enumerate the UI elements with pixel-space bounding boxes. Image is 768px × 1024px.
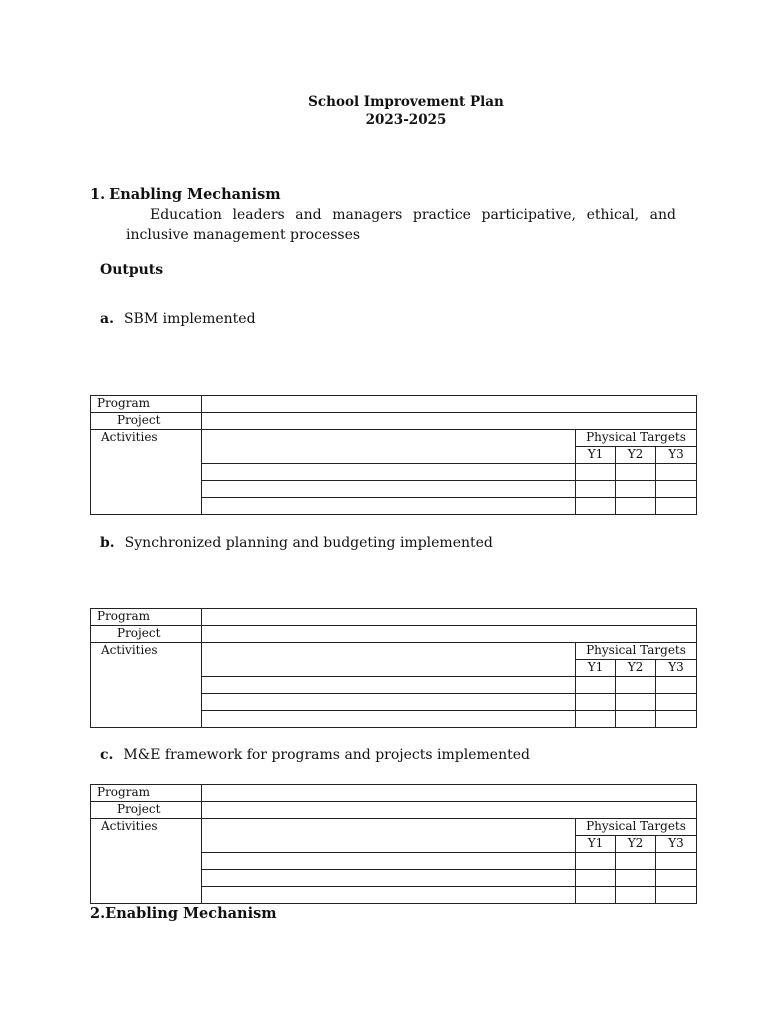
section-1-number: 1. [90,186,106,203]
year-3-header: Y3 [656,447,697,464]
project-field[interactable] [202,413,697,430]
output-text: SBM implemented [123,311,256,327]
y1-cell[interactable] [576,694,616,711]
y1-cell[interactable] [576,498,616,515]
year-1-header: Y1 [576,447,616,464]
y2-cell[interactable] [616,464,656,481]
y2-cell[interactable] [616,498,656,515]
project-label: Project [91,626,202,643]
year-1-header: Y1 [576,660,616,677]
output-letter: b. [100,535,115,551]
y3-cell[interactable] [656,498,697,515]
program-field[interactable] [202,396,697,413]
y3-cell[interactable] [656,887,697,904]
y3-cell[interactable] [656,677,697,694]
activity-cell[interactable] [202,887,576,904]
activity-cell[interactable] [202,498,576,515]
activity-cell[interactable] [202,853,576,870]
activities-label: Activities [91,430,202,515]
year-1-header: Y1 [576,836,616,853]
y1-cell[interactable] [576,853,616,870]
program-label: Program [91,396,202,413]
activity-cell[interactable] [202,464,576,481]
output-a [100,311,256,327]
section-1-heading [90,186,281,203]
y1-cell[interactable] [576,481,616,498]
y2-cell[interactable] [616,853,656,870]
activity-cell[interactable] [202,481,576,498]
y1-cell[interactable] [576,870,616,887]
physical-targets-header: Physical Targets [576,643,697,660]
activity-header-cell [202,643,576,677]
activity-cell[interactable] [202,694,576,711]
physical-targets-header: Physical Targets [576,430,697,447]
y1-cell[interactable] [576,711,616,728]
program-field[interactable] [202,785,697,802]
y2-cell[interactable] [616,677,656,694]
output-letter: c. [100,747,114,763]
project-field[interactable] [202,802,697,819]
y2-cell[interactable] [616,887,656,904]
year-3-header: Y3 [656,660,697,677]
section-1-description: Education leaders and managers practice participative, ethical, and inclusive management processes [126,207,676,243]
activity-cell[interactable] [202,677,576,694]
project-label: Project [91,413,202,430]
project-label: Project [91,802,202,819]
activity-cell[interactable] [202,870,576,887]
project-field[interactable] [202,626,697,643]
y1-cell[interactable] [576,677,616,694]
y3-cell[interactable] [656,853,697,870]
year-2-header: Y2 [616,836,656,853]
physical-targets-header: Physical Targets [576,819,697,836]
y2-cell[interactable] [616,481,656,498]
output-text: M&E framework for programs and projects implemented [123,747,530,763]
ppa-table-a [90,395,697,515]
output-c [100,747,530,763]
y3-cell[interactable] [656,870,697,887]
section-2-heading: 2.Enabling Mechanism [90,905,277,922]
y3-cell[interactable] [656,694,697,711]
year-3-header: Y3 [656,836,697,853]
y3-cell[interactable] [656,481,697,498]
activity-cell[interactable] [202,711,576,728]
document-title: School Improvement Plan [308,94,504,110]
y3-cell[interactable] [656,464,697,481]
year-2-header: Y2 [616,660,656,677]
section-1-title: Enabling Mechanism [109,186,281,203]
document-period: 2023-2025 [365,112,447,128]
activity-header-cell [202,819,576,853]
activities-label: Activities [91,819,202,904]
y2-cell[interactable] [616,711,656,728]
year-2-header: Y2 [616,447,656,464]
program-field[interactable] [202,609,697,626]
y1-cell[interactable] [576,464,616,481]
y3-cell[interactable] [656,711,697,728]
y1-cell[interactable] [576,887,616,904]
y2-cell[interactable] [616,694,656,711]
activities-label: Activities [91,643,202,728]
program-label: Program [91,609,202,626]
ppa-table-c [90,784,697,904]
y2-cell[interactable] [616,870,656,887]
program-label: Program [91,785,202,802]
output-text: Synchronized planning and budgeting implemented [124,535,493,551]
output-b [100,535,493,551]
output-letter: a. [100,311,114,327]
activity-header-cell [202,430,576,464]
ppa-table-b [90,608,697,728]
outputs-heading: Outputs [100,262,164,278]
